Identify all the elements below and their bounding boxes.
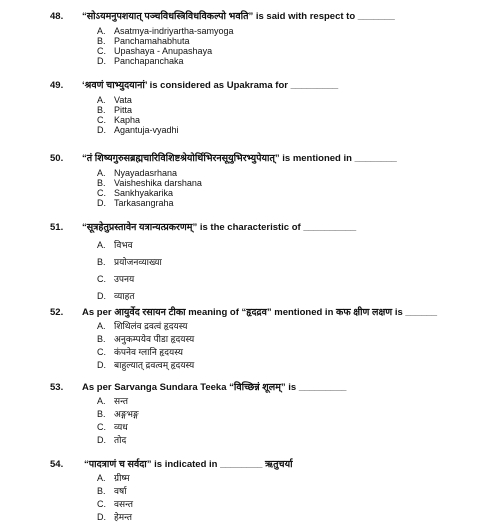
option-text: Panchamahabhuta [114,36,190,46]
option-c [97,421,139,434]
option-letter: D. [97,435,106,445]
option-text: सन्त [114,396,128,406]
option-letter: D. [97,291,106,301]
options-list [97,26,234,66]
question-number: 49. [50,80,64,91]
option-b [97,178,202,188]
option-a [97,472,133,485]
option-c [97,498,133,511]
option-d [97,434,139,447]
option-b [97,105,179,115]
option-text: कंपनेव ग्लानि हृदयस्य [114,347,183,357]
option-text: वसन्त [114,499,133,509]
option-text: Sankhyakarika [114,188,174,198]
option-text: Agantuja-vyadhi [114,125,179,135]
option-c [97,188,202,198]
option-text: व्याहत [114,291,135,301]
option-b [97,36,234,46]
option-letter: B. [97,178,106,188]
option-b [97,485,133,498]
option-c [97,46,234,56]
option-text: हेमन्त [114,512,133,522]
option-d [97,288,162,305]
question-number: 54. [50,459,64,470]
option-c [97,271,162,288]
option-letter: D. [97,360,106,370]
option-text: Asatmya-indriyartha-samyoga [114,26,234,36]
options-list [97,95,179,135]
option-text: विभव [114,240,133,250]
option-a [97,95,179,105]
option-d [97,125,179,135]
question-text: ‘श्रवणं चाभ्युदयानां’ is considered as Upakrama for _________ [82,80,339,91]
options-list [97,168,202,208]
option-a [97,26,234,36]
option-letter: A. [97,168,106,178]
option-letter: D. [97,56,106,66]
option-text: व्यध [114,422,128,432]
option-a [97,237,162,254]
option-text: Panchapanchaka [114,56,184,66]
option-letter: C. [97,422,106,432]
option-text: वर्षा [114,486,127,496]
option-letter: A. [97,95,106,105]
option-letter: B. [97,257,106,267]
option-d [97,56,234,66]
option-text: Nyayadasrhana [114,168,178,178]
question-number: 52. [50,307,64,318]
option-text: Vaisheshika darshana [114,178,202,188]
option-text: अङ्गभङ्ग [114,409,139,419]
question-text: “सोऽयमनुपशयात् पञ्चविधस्त्रिविधविकल्पो भवति” is said with respect to _______ [82,11,395,22]
option-letter: C. [97,115,106,125]
option-letter: A. [97,473,106,483]
option-b [97,408,139,421]
option-letter: B. [97,105,106,115]
question-text: “तं शिष्यगुरुसब्रह्मचारिविशिष्टश्रेयोर्थिभिरनसूयुभिरभ्युपेयात्” is mentioned in ________ [82,153,397,164]
question-number: 53. [50,382,64,393]
options-list [97,237,162,305]
option-letter: B. [97,486,106,496]
option-c [97,346,194,359]
question-text: As per Sarvanga Sundara Teeka “विच्छिन्नं शूलम्” is _________ [82,382,347,393]
option-letter: B. [97,334,106,344]
option-text: शिथिलंव द्रवत्वं हृदयस्य [114,321,188,331]
question-text: As per आयुर्वेद रसायन टीका meaning of “हृदद्रव” mentioned in कफ क्षीण लक्षण is ______ [82,307,438,318]
option-c [97,115,179,125]
option-letter: C. [97,274,106,284]
question-number: 48. [50,11,64,22]
option-text: Tarkasangraha [114,198,174,208]
option-letter: C. [97,46,106,56]
question-text: “पादत्राणं च सर्वदा” is indicated in ________ ऋतुचर्या [84,459,293,470]
option-text: Kapha [114,115,141,125]
option-letter: D. [97,512,106,522]
options-list [97,320,194,372]
question-number: 50. [50,153,64,164]
option-letter: C. [97,188,106,198]
option-text: Pitta [114,105,133,115]
option-a [97,395,139,408]
option-text: प्रयोजनव्याख्या [114,257,162,267]
option-letter: B. [97,409,106,419]
option-letter: A. [97,240,106,250]
option-d [97,359,194,372]
option-letter: D. [97,125,106,135]
option-letter: A. [97,26,106,36]
option-a [97,168,202,178]
question-text: “सूत्रहेतुप्रस्तावेन यत्रान्यत्प्रकरणम्” is the characteristic of __________ [82,222,357,233]
question-number: 51. [50,222,64,233]
option-d [97,511,133,524]
option-d [97,198,202,208]
option-letter: C. [97,499,106,509]
option-text: ग्रीष्म [114,473,130,483]
option-letter: B. [97,36,106,46]
options-list [97,472,133,524]
option-letter: D. [97,198,106,208]
option-text: तोद [114,435,127,445]
option-letter: A. [97,321,106,331]
option-text: उपनय [114,274,135,284]
option-text: बाहुल्यात् द्रवत्वम् हृदयस्य [114,360,195,370]
option-text: Vata [114,95,132,105]
option-a [97,320,194,333]
option-text: अनुकम्पयेव पीडा हृदयस्य [114,334,195,344]
options-list [97,395,139,447]
option-b [97,333,194,346]
option-letter: A. [97,396,106,406]
option-letter: C. [97,347,106,357]
option-text: Upashaya - Anupashaya [114,46,213,56]
option-b [97,254,162,271]
